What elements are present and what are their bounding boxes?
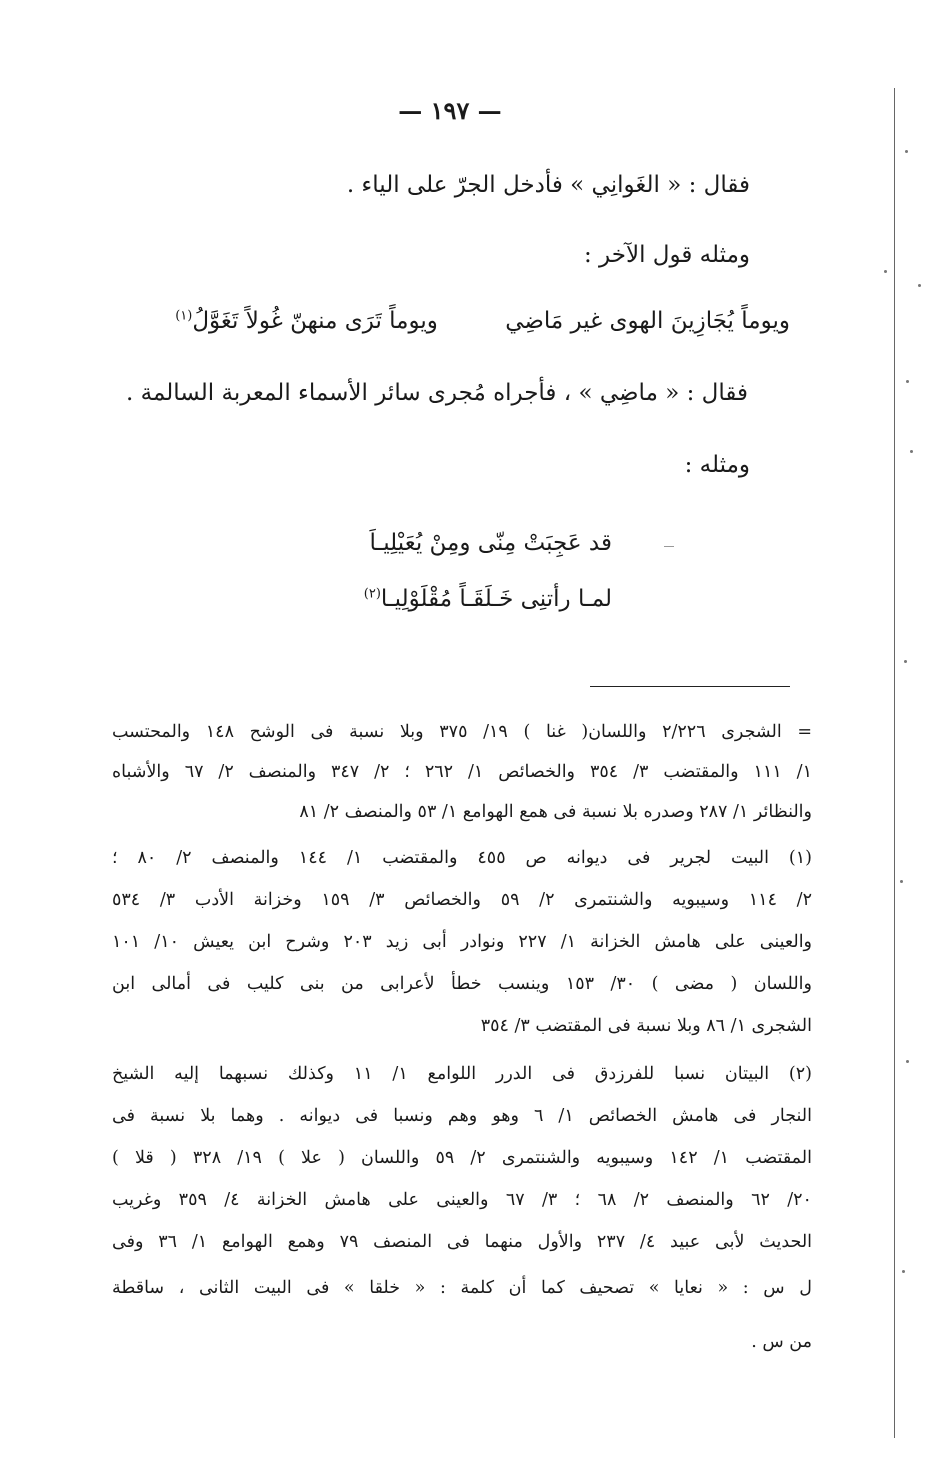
rajaz-line-1: قد عَجِبَتْ مِنّى ومِنْ يُعَيْلِيـاَ bbox=[369, 530, 612, 556]
footnote-line: ل س : « نعايا » تصحيف كما أن كلمة : « خلقا » فى البيت الثانى ، ساقطة bbox=[112, 1278, 812, 1298]
footnote-line: واللسان ( مضى ) ٣٠/ ١٥٣ وينسب خطأ لأعرابى من بنى كليب فى أمالى ابن bbox=[112, 974, 812, 994]
scan-speck bbox=[904, 660, 907, 663]
footnote-line: (٢) البيتان نسبا للفرزدق فى الدرر اللوامع ١/ ١١ وكذلك نسبهما إليه الشيخ bbox=[112, 1064, 812, 1084]
scan-margin-line bbox=[894, 88, 895, 1438]
footnote-ref-2: (٢) bbox=[363, 586, 381, 602]
footnote-line: الشجرى ١/ ٨٦ وبلا نسبة فى المقتضب ٣/ ٣٥٤ bbox=[480, 1016, 812, 1036]
footnote-line: ٢٠/ ٦٢ والمنصف ٢/ ٦٨ ؛ ٣/ ٦٧ والعينى على هامش الخزانة ٤/ ٣٥٩ وغريب bbox=[112, 1190, 812, 1210]
body-line-4: ومثله : bbox=[684, 452, 750, 478]
footnote-line: والنظائر ١/ ٢٨٧ وصدره بلا نسبة فى همع الهوامع ١/ ٥٣ والمنصف ٢/ ٨١ bbox=[299, 802, 812, 822]
scan-speck bbox=[906, 1060, 909, 1063]
rajaz-line-2-text: لمـا رأتنِى خَـلَقَـاً مُقْلَوْلِيـا bbox=[380, 586, 612, 612]
scan-speck bbox=[884, 270, 887, 273]
footnote-line: ١/ ١١١ والمقتضب ٣/ ٣٥٤ والخصائص ١/ ٢٦٢ ؛ ٢/ ٣٤٧ والمنصف ٢/ ٦٧ والأشباه bbox=[112, 762, 812, 782]
footnote-line: من س . bbox=[751, 1332, 812, 1352]
footnote-line: (١) البيت لجرير فى ديوانه ص ٤٥٥ والمقتضب ١/ ١٤٤ والمنصف ٢/ ٨٠ ؛ bbox=[112, 848, 812, 868]
footnote-line: ٢/ ١١٤ وسيبويه والشنتمرى ٢/ ٥٩ والخصائص ٣/ ١٥٩ وخزانة الأدب ٣/ ٥٣٤ bbox=[112, 890, 812, 910]
footnote-separator bbox=[590, 686, 790, 687]
footnote-line: الحديث لأبى عبيد ٤/ ٢٣٧ والأول منهما فى المنصف ٧٩ وهمع الهوامع ١/ ٣٦ وفى bbox=[112, 1232, 813, 1252]
scan-speck bbox=[902, 1270, 905, 1273]
rajaz-line-2 bbox=[364, 586, 612, 612]
footnote-line: المقتضب ١/ ١٤٢ وسيبويه والشنتمرى ٢/ ٥٩ واللسان ( علا ) ١٩/ ٣٢٨ ( قلا ) bbox=[112, 1148, 812, 1168]
verse-1-hemistich-2: ويوماً تَرَى منهنّ غُولاً تَغَوَّلُ bbox=[192, 308, 438, 334]
scan-speck bbox=[905, 150, 908, 153]
footnote-line: = الشجرى ٢/٢٢٦ واللسان( غنا ) ١٩/ ٣٧٥ وبلا نسبة فى الوشح ١٤٨ والمحتسب bbox=[112, 722, 813, 742]
body-line-1: فقال : « الغَوانِي » فأدخل الجرّ على الياء . bbox=[346, 172, 750, 198]
dash-mark bbox=[664, 546, 674, 547]
scan-speck bbox=[918, 284, 921, 287]
body-line-2: ومثله قول الآخر : bbox=[584, 242, 750, 268]
verse-1 bbox=[175, 308, 790, 334]
footnote-line: النجار فى هامش الخصائص ١/ ٦ وهو وهم ونسبا فى ديوانه . وهما بلا نسبة فى bbox=[112, 1106, 812, 1126]
body-line-3: فقال : « ماضِي » ، فأجراه مُجرى سائر الأسماء المعربة السالمة . bbox=[126, 380, 748, 406]
scan-speck bbox=[906, 380, 909, 383]
footnote-ref-1: (١) bbox=[175, 308, 193, 324]
page-number: — ١٩٧ — bbox=[398, 96, 502, 125]
footnote-line: والعينى على هامش الخزانة ١/ ٢٢٧ ونوادر أبى زيد ٢٠٣ وشرح ابن يعيش ١٠/ ١٠١ bbox=[112, 932, 813, 952]
scan-speck bbox=[900, 880, 903, 883]
verse-1-hemistich-1: ويوماً يُجَازِينَ الهوى غير مَاضِي bbox=[505, 308, 790, 334]
scan-speck bbox=[910, 450, 913, 453]
